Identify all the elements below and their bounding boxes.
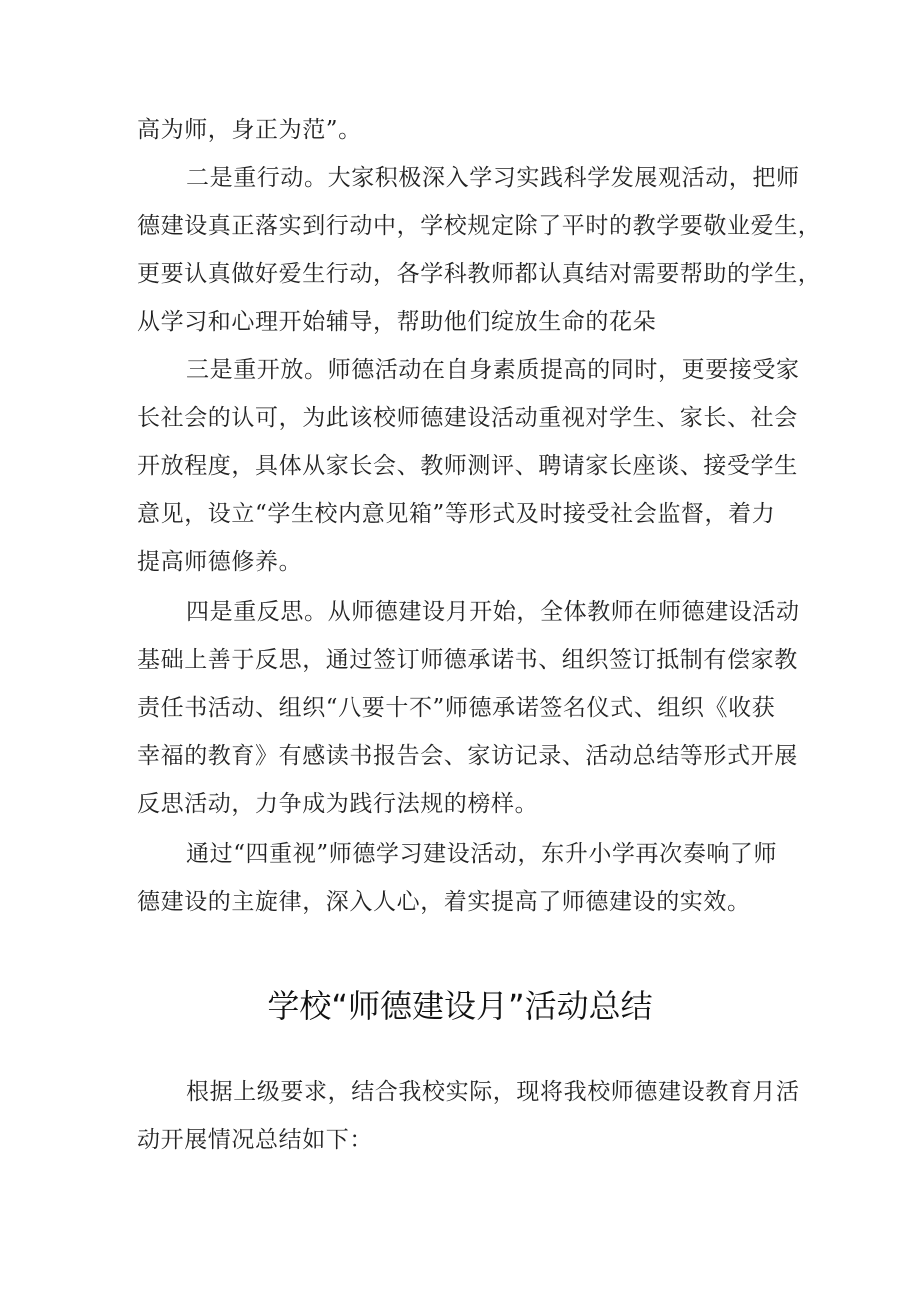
text-line: 德建设的主旋律，深入人心，着实提高了师德建设的实效。 xyxy=(137,889,751,915)
text-line: 幸福的教育》有感读书报告会、家访记录、活动总结等形式开展 xyxy=(137,743,798,769)
text-line: 二是重行动。大家积极深入学习实践科学发展观活动，把师 xyxy=(186,165,800,191)
text-line: 更要认真做好爱生行动，各学科教师都认真结对需要帮助的学生， xyxy=(137,261,822,287)
text-line: 三是重开放。师德活动在自身素质提高的同时，更要接受家 xyxy=(186,357,800,383)
text-line: 开放程度，具体从家长会、教师测评、聘请家长座谈、接受学生 xyxy=(137,453,798,479)
text-line: 长社会的认可，为此该校师德建设活动重视对学生、家长、社会 xyxy=(137,405,798,431)
text-line: 意见，设立“学生校内意见箱”等形式及时接受社会监督，着力 xyxy=(137,501,776,527)
text-line: 责任书活动、组织“八要十不”师德承诺签名仪式、组织《收获 xyxy=(137,695,776,721)
text-line: 基础上善于反思，通过签订师德承诺书、组织签订抵制有偿家教 xyxy=(137,647,798,673)
section-title: 学校“师德建设月”活动总结 xyxy=(267,987,653,1025)
text-line: 提高师德修养。 xyxy=(137,549,303,575)
text-line: 根据上级要求，结合我校实际，现将我校师德建设教育月活 xyxy=(186,1079,800,1105)
text-line: 高为师，身正为范”。 xyxy=(137,117,362,143)
text-line: 反思活动，力争成为践行法规的榜样。 xyxy=(137,791,539,817)
text-line: 从学习和心理开始辅导，帮助他们绽放生命的花朵 xyxy=(137,309,657,335)
text-line: 通过“四重视”师德学习建设活动，东升小学再次奏响了师 xyxy=(186,841,778,867)
text-line: 动开展情况总结如下： xyxy=(137,1127,373,1153)
text-line: 四是重反思。从师德建设月开始，全体教师在师德建设活动 xyxy=(186,599,800,625)
text-line: 德建设真正落实到行动中，学校规定除了平时的教学要敬业爱生， xyxy=(137,213,822,239)
